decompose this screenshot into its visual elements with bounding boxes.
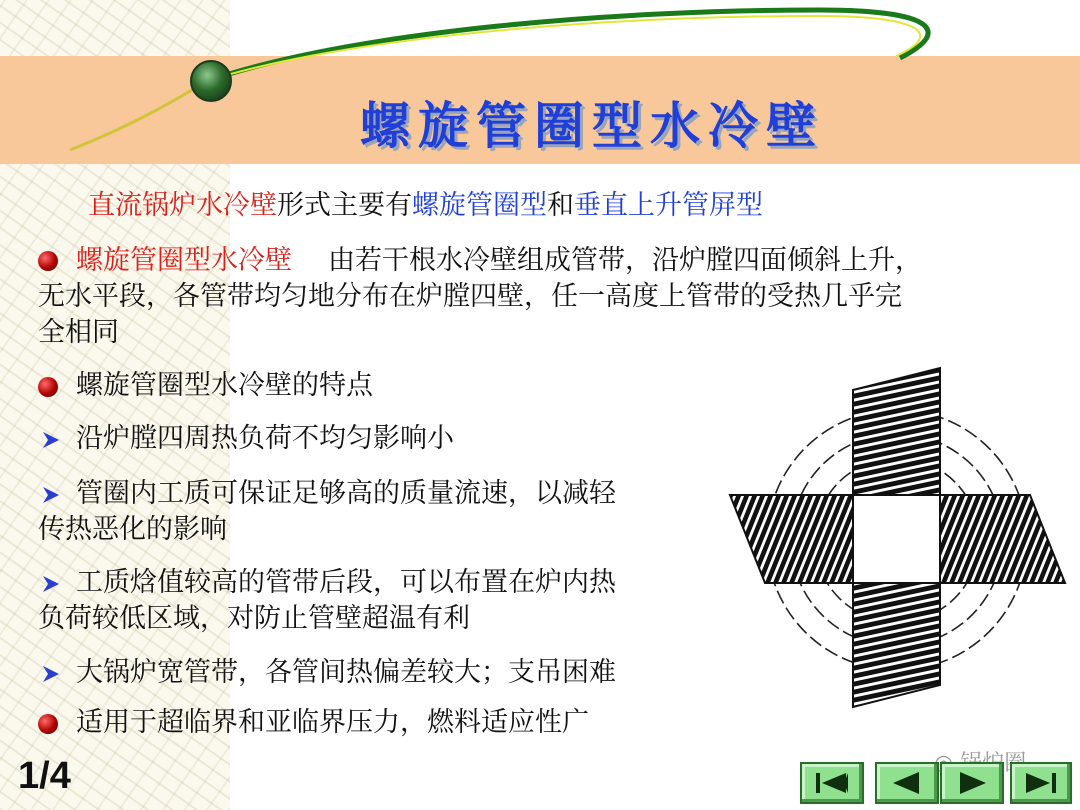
arrow-bullet-icon — [40, 573, 62, 595]
bullet-icon — [38, 377, 58, 397]
bullet-1-head: 螺旋管圈型水冷壁 — [76, 245, 292, 276]
bullet-icon — [38, 714, 58, 734]
point-1-line-1: 沿炉膛四周热负荷不均匀影响小 — [76, 423, 454, 454]
arrow-bullet-icon — [40, 429, 62, 451]
intro-line — [88, 188, 763, 224]
intro-part-1: 直流锅炉水冷壁 — [88, 190, 277, 221]
arrow-bullet-icon — [40, 663, 62, 685]
intro-part-4: 和 — [547, 190, 574, 221]
slide-number: 1/4 — [18, 755, 71, 797]
previous-slide-button[interactable] — [875, 762, 939, 804]
next-slide-icon — [942, 764, 1002, 802]
bullet-1-line-3: 全相同 — [38, 317, 119, 348]
arrow-bullet-icon — [40, 484, 62, 506]
spiral-tube-wall-diagram — [725, 365, 1070, 715]
first-slide-button[interactable] — [800, 762, 864, 804]
bullet-1-line-2: 无水平段，各管带均匀地分布在炉膛四壁，任一高度上管带的受热几乎完 — [38, 281, 902, 312]
decorative-ball-icon — [190, 60, 232, 102]
last-slide-icon — [1012, 764, 1070, 802]
bullet-3-text: 适用于超临界和亚临界压力，燃料适应性广 — [76, 707, 589, 738]
point-2-line-2: 传热恶化的影响 — [38, 514, 227, 545]
next-slide-button[interactable] — [940, 762, 1004, 804]
intro-part-2: 形式主要有 — [277, 190, 412, 221]
last-slide-button[interactable] — [1010, 762, 1072, 804]
point-2-line-1: 管圈内工质可保证足够高的质量流速，以减轻 — [76, 478, 616, 509]
slide-title: 螺旋管圈型水冷壁 — [360, 96, 824, 155]
point-4-line-1: 大锅炉宽管带，各管间热偏差较大；支吊困难 — [76, 657, 616, 688]
bullet-1-paragraph — [38, 243, 922, 351]
first-slide-icon — [802, 764, 862, 802]
bullet-1-line-1: 由若干根水冷壁组成管带，沿炉膛四面倾斜上升， — [328, 245, 922, 276]
prev-slide-icon — [877, 764, 937, 802]
point-3-line-1: 工质焓值较高的管带后段，可以布置在炉内热 — [76, 567, 616, 598]
point-3-line-2: 负荷较低区域，对防止管壁超温有利 — [38, 603, 470, 634]
intro-part-3: 螺旋管圈型 — [412, 190, 547, 221]
intro-part-5: 垂直上升管屏型 — [574, 190, 763, 221]
bullet-2-head: 螺旋管圈型水冷壁的特点 — [76, 370, 373, 401]
